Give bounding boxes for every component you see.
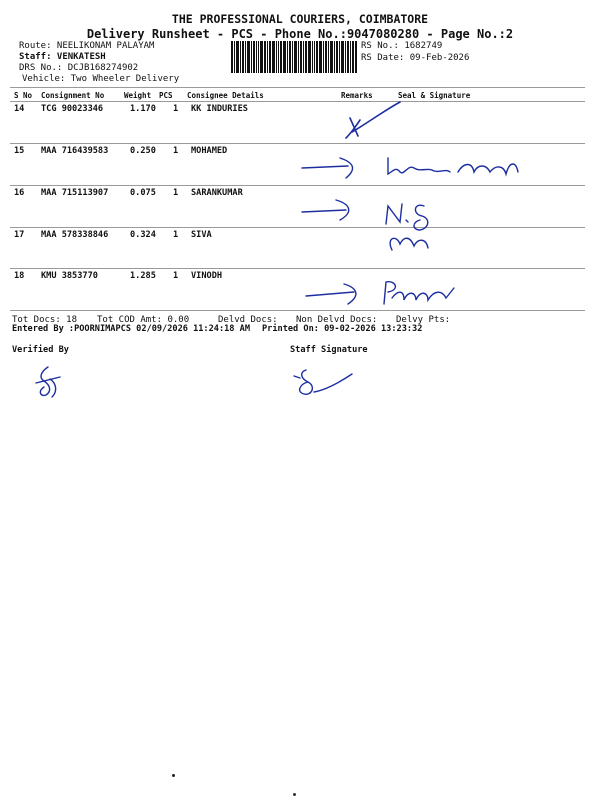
row-17-sno: 17 bbox=[14, 230, 25, 240]
verified-by-signature bbox=[30, 365, 70, 399]
row-14-consignee: KK INDURIES bbox=[191, 104, 248, 114]
row-14-pcs: 1 bbox=[173, 104, 179, 114]
scan-speck bbox=[293, 793, 296, 796]
printed-on: Printed On: 09-02-2026 13:23:32 bbox=[262, 324, 423, 334]
total-cod-amount: Tot COD Amt: 0.00 bbox=[97, 315, 190, 325]
non-delivered-docs: Non Delvd Docs: bbox=[296, 315, 378, 325]
row-18-weight: 1.285 bbox=[130, 271, 156, 281]
row-14-weight: 1.170 bbox=[130, 104, 156, 114]
row-16-pcs: 1 bbox=[173, 188, 179, 198]
row-16-sno: 16 bbox=[14, 188, 25, 198]
row-16-signature bbox=[296, 194, 446, 254]
row-18-consignee: VINODH bbox=[191, 271, 223, 281]
col-header-sno: S No bbox=[14, 91, 33, 100]
row-16-weight: 0.075 bbox=[130, 188, 156, 198]
row-18-sno: 18 bbox=[14, 271, 25, 281]
row-17-pcs: 1 bbox=[173, 230, 179, 240]
rs-date: RS Date: 09-Feb-2026 bbox=[361, 53, 470, 63]
runsheet-title: Delivery Runsheet - PCS - Phone No.:9047080280 - Page No.:2 bbox=[86, 27, 514, 41]
delivery-points: Delvy Pts: bbox=[396, 315, 451, 325]
col-header-consignment: Consignment No bbox=[41, 91, 105, 100]
row-16-consignee: SARANKUMAR bbox=[191, 188, 243, 198]
row-15-weight: 0.250 bbox=[130, 146, 156, 156]
col-header-remarks: Remarks bbox=[341, 91, 373, 100]
total-docs: Tot Docs: 18 bbox=[12, 315, 78, 325]
rs-number: RS No.: 1682749 bbox=[361, 41, 443, 51]
row-15-consignee: MOHAMED bbox=[191, 146, 228, 156]
row-17-weight: 0.324 bbox=[130, 230, 156, 240]
row-15-pcs: 1 bbox=[173, 146, 179, 156]
staff-signature-label: Staff Signature bbox=[290, 345, 368, 355]
row-14-sno: 14 bbox=[14, 104, 25, 114]
row-15-signature bbox=[296, 150, 536, 186]
row-15-consignment: MAA 716439583 bbox=[41, 146, 109, 156]
col-header-consignee: Consignee Details bbox=[187, 91, 264, 100]
row-16-consignment: MAA 715113907 bbox=[41, 188, 109, 198]
row-17-consignee: SIVA bbox=[191, 230, 212, 240]
table-top-rule bbox=[10, 87, 585, 88]
staff-label: Staff: VENKATESH bbox=[19, 52, 106, 62]
verified-by-label: Verified By bbox=[12, 345, 69, 355]
col-header-pcs: PCS bbox=[159, 91, 173, 100]
table-header-rule bbox=[10, 101, 585, 102]
company-title: THE PROFESSIONAL COURIERS, COIMBATORE bbox=[171, 12, 429, 26]
row-14-signature bbox=[336, 100, 406, 144]
drs-number: DRS No.: DCJB168274902 bbox=[19, 63, 139, 73]
row-18-consignment: KMU 3853770 bbox=[41, 271, 98, 281]
row-divider bbox=[10, 143, 585, 144]
row-18-signature bbox=[300, 274, 460, 312]
col-header-weight: Weight bbox=[124, 91, 152, 100]
row-18-pcs: 1 bbox=[173, 271, 179, 281]
table-bottom-rule bbox=[10, 310, 585, 311]
barcode bbox=[231, 41, 357, 73]
staff-signature bbox=[290, 362, 366, 402]
entered-by: Entered By :POORNIMAPCS 02/09/2026 11:24:18 AM bbox=[12, 324, 250, 334]
scan-speck bbox=[172, 774, 175, 777]
row-14-consignment: TCG 90023346 bbox=[41, 104, 104, 114]
row-17-consignment: MAA 578338846 bbox=[41, 230, 109, 240]
row-divider bbox=[10, 268, 585, 269]
row-15-sno: 15 bbox=[14, 146, 25, 156]
col-header-seal-signature: Seal & Signature bbox=[398, 91, 471, 100]
vehicle-label: Vehicle: Two Wheeler Delivery bbox=[22, 74, 180, 84]
delivered-docs: Delvd Docs: bbox=[218, 315, 278, 325]
route-label: Route: NEELIKONAM PALAYAM bbox=[19, 41, 155, 51]
